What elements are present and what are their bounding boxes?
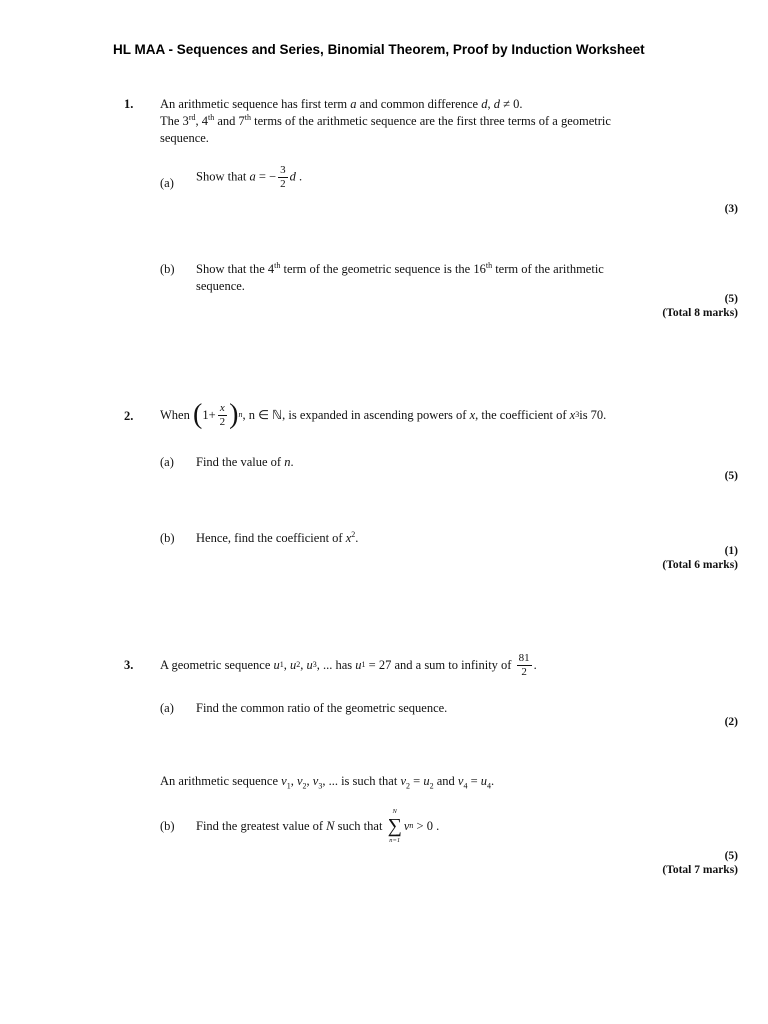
question-2-total: (Total 6 marks) <box>662 559 738 571</box>
question-2-number: 2. <box>124 409 134 423</box>
question-1b-marks: (5) <box>724 293 738 305</box>
question-3b-marks: (5) <box>724 850 738 862</box>
question-3a-label: (a) <box>160 701 174 715</box>
question-1-stem: An arithmetic sequence has first term a and common difference d, d ≠ 0. The 3rd, 4th and 7th terms of the arithmetic sequence are the first three terms of a geometric sequence. <box>160 97 611 145</box>
question-1b-label: (b) <box>160 262 175 276</box>
question-1a-label: (a) <box>160 176 174 190</box>
question-1a-marks: (3) <box>724 203 738 215</box>
question-2a-marks: (5) <box>724 470 738 482</box>
question-2b-marks: (1) <box>724 545 738 557</box>
question-3-number: 3. <box>124 658 134 672</box>
page-title: HL MAA - Sequences and Series, Binomial Theorem, Proof by Induction Worksheet <box>113 42 645 57</box>
question-3-total: (Total 7 marks) <box>662 864 738 876</box>
question-3a-text: Find the common ratio of the geometric sequence. <box>196 701 448 715</box>
question-2-stem: When ( 1+ $\frac{x}{2}$ ) n , n ∈ ℕ, is expanded in ascending powers of x , the coefficient of x 3 is 70. <box>160 399 607 430</box>
question-3a-marks: (2) <box>724 716 738 728</box>
question-2a-text: Find the value of n. <box>196 455 294 469</box>
question-3b-label: (b) <box>160 819 175 833</box>
question-3b-text: Find the greatest value of N such that N ∑ n=1 v n > 0 . <box>196 808 440 844</box>
summation-symbol: N ∑ n=1 <box>387 808 402 844</box>
question-3-arithmetic-stem: An arithmetic sequence $v_1$, $v_2$, $v_3$, ... is such that $v_2 = u_2$ and $v_4 = u_4$. <box>160 774 495 791</box>
question-3-stem: A geometric sequence u 1 , u 2 , u 3 , ... has u 1 = 27 and a sum to infinity of $\frac{81}{2}$ . <box>160 651 537 678</box>
question-1-total: (Total 8 marks) <box>662 307 738 319</box>
question-1a-text: Show that a = − $\frac{3}{2}$ d . <box>196 164 303 190</box>
question-2b-label: (b) <box>160 531 175 545</box>
question-1-number: 1. <box>124 97 134 111</box>
question-2a-label: (a) <box>160 455 174 469</box>
question-1b-text: Show that the 4th term of the geometric sequence is the 16th term of the arithmetic sequence. <box>196 260 604 293</box>
question-2b-text: Hence, find the coefficient of $x^2$. <box>196 529 359 545</box>
